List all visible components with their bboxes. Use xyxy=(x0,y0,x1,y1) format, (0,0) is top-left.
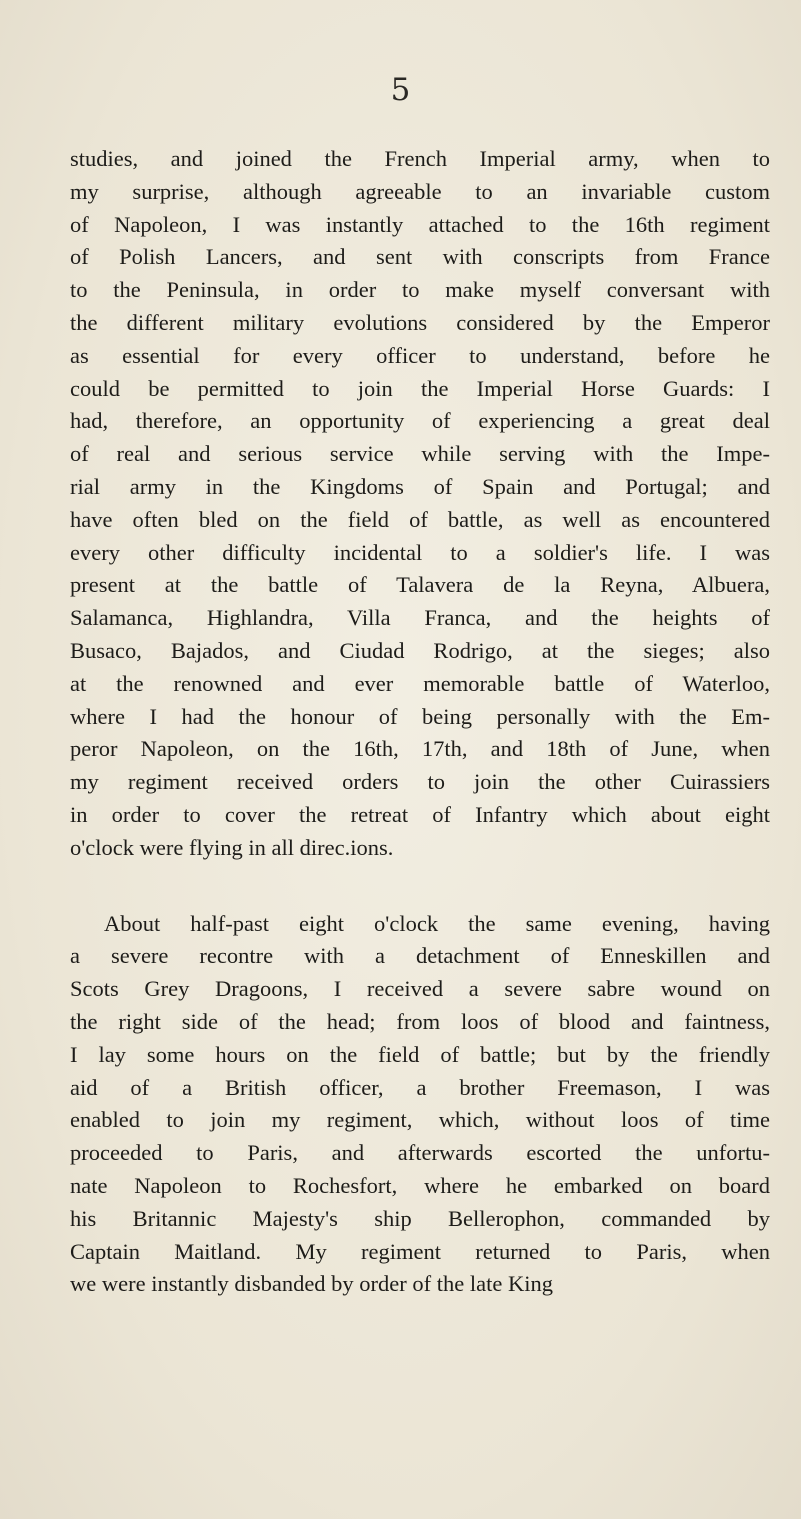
paragraph-1 xyxy=(70,143,770,865)
text-line: of real and serious service while serving with the Impe- xyxy=(70,441,770,467)
text-line: proceeded to Paris, and afterwards escorted the unfortu- xyxy=(70,1140,770,1166)
text-line: of Napoleon, I was instantly attached to the 16th regiment xyxy=(70,211,770,237)
text-line: a severe recontre with a detachment of Enneskillen and xyxy=(70,943,770,969)
text-line: aid of a British officer, a brother Freemason, I was xyxy=(70,1074,770,1100)
text-line: to the Peninsula, in order to make myself conversant with xyxy=(70,277,770,303)
text-line: we were instantly disbanded by order of the late King xyxy=(70,1271,553,1297)
text-line: I lay some hours on the field of battle; but by the friendly xyxy=(70,1041,770,1067)
text-line: Captain Maitland. My regiment returned to Paris, when xyxy=(70,1238,770,1264)
text-line: enabled to join my regiment, which, without loos of time xyxy=(70,1107,770,1133)
text-line: my surprise, although agreeable to an invariable custom xyxy=(70,178,770,204)
text-line: where I had the honour of being personally with the Em- xyxy=(70,703,770,729)
text-line: rial army in the Kingdoms of Spain and Portugal; and xyxy=(70,473,770,499)
text-line: nate Napoleon to Rochesfort, where he embarked on board xyxy=(70,1172,770,1198)
text-line: have often bled on the field of battle, as well as encountered xyxy=(70,506,770,532)
text-line: as essential for every officer to understand, before he xyxy=(70,342,770,368)
text-line: his Britannic Majesty's ship Bellerophon, commanded by xyxy=(70,1205,770,1231)
text-line: About half-past eight o'clock the same evening, having xyxy=(104,910,770,936)
text-line: in order to cover the retreat of Infantry which about eight xyxy=(70,801,770,827)
page-number: 5 xyxy=(390,72,411,108)
text-line: my regiment received orders to join the other Cuirassiers xyxy=(70,769,770,795)
text-line: had, therefore, an opportunity of experiencing a great deal xyxy=(70,408,770,434)
text-line: Salamanca, Highlandra, Villa Franca, and the heights of xyxy=(70,605,770,631)
text-line: the right side of the head; from loos of blood and faintness, xyxy=(70,1008,770,1034)
paragraph-2 xyxy=(70,908,770,1302)
text-line: studies, and joined the French Imperial army, when to xyxy=(70,146,770,171)
text-line: o'clock were flying in all direc.ions. xyxy=(70,834,394,860)
text-line: peror Napoleon, on the 16th, 17th, and 18th of June, when xyxy=(70,736,770,762)
text-line: every other difficulty incidental to a soldier's life. I was xyxy=(70,539,770,565)
text-line: at the renowned and ever memorable battle of Waterloo, xyxy=(70,670,770,696)
text-line: the different military evolutions considered by the Emperor xyxy=(70,309,770,335)
body-text xyxy=(70,143,770,1301)
text-line: could be permitted to join the Imperial Horse Guards: I xyxy=(70,375,770,401)
text-line: Scots Grey Dragoons, I received a severe sabre wound on xyxy=(70,976,770,1002)
text-line: Busaco, Bajados, and Ciudad Rodrigo, at the sieges; also xyxy=(70,637,770,663)
text-line: of Polish Lancers, and sent with conscripts from France xyxy=(70,244,770,270)
text-line: present at the battle of Talavera de la Reyna, Albuera, xyxy=(70,572,770,598)
